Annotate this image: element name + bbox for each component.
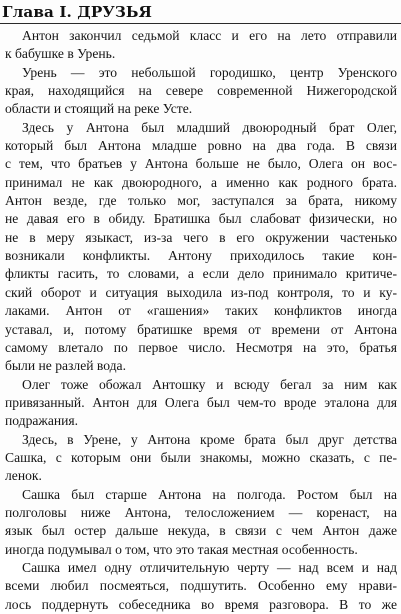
text-line: фликты гасить, то словами, а если дело принимало критиче- xyxy=(5,266,397,282)
text-line: с тем, что братьев у Антона больше не было, Олега он вос- xyxy=(5,156,397,172)
text-line: иногда подумывал о том, что это такая местная особенность. xyxy=(5,541,358,557)
text-line: Здесь у Антона был младший двоюродный брат Олег, xyxy=(22,119,397,135)
text-line: не давая его в обиду. Братишка был слабоват физически, но xyxy=(5,211,397,227)
text-line: Антон закончил седьмой класс и его на лето отправили xyxy=(22,28,397,43)
text-line: края, находящийся на севере современной Нижегородской xyxy=(5,83,397,99)
text-line: ский оборот и ситуация выходила из-под контроля, то и ку- xyxy=(5,284,397,300)
text-line: Антон везде, где только мог, заступался за брата, никому xyxy=(5,193,397,209)
text-line: Здесь, в Урене, у Антона кроме брата был друг детства xyxy=(22,431,397,447)
text-line: Сашка, с которым они были знакомы, можно сказать, с пе- xyxy=(5,449,397,465)
text-line: уставал, и, потому братишке время от времени от Антона xyxy=(5,321,397,337)
text-line: всеми любил посмеяться, подшутить. Особенно ему нрави- xyxy=(5,578,397,594)
text-line: были не разлей вода. xyxy=(5,358,126,374)
text-line: язык был остер дальше некуда, в связи с чем Антон даже xyxy=(5,523,397,539)
text-line: Урень — это небольшой городишко, центр Уренского xyxy=(22,64,397,80)
text-line: который был Антона младше ровно на два года. В связи xyxy=(5,138,397,154)
text-line: ленок. xyxy=(5,468,42,484)
body-text xyxy=(5,27,397,614)
text-line: области и стоящий на реке Усте. xyxy=(5,101,193,117)
title-divider xyxy=(0,23,401,24)
text-line: к бабушке в Урень. xyxy=(5,46,116,62)
text-line: полголовы ниже Антона, телосложением — коренаст, на xyxy=(5,504,397,520)
text-line: лаками. Антон от «гашения» таких конфликтов иногда xyxy=(5,303,397,319)
text-line: привязанный. Антон для Олега был чем-то вроде эталона для xyxy=(5,394,397,410)
text-line: не в меру языкаст, из-за чего в его окружении частенько xyxy=(5,229,397,245)
text-line: самому влетало по первое число. Несмотря на это, братья xyxy=(5,339,397,355)
text-line: Сашка был старше Антона на полгода. Ростом был на xyxy=(22,486,397,502)
text-line: Олег тоже обожал Антошку и всюду бегал за ним как xyxy=(22,376,397,392)
text-line: принимал не как двоюродного, а именно как родного брата. xyxy=(5,174,397,190)
text-line: Сашка имел одну отличительную черту — над всем и над xyxy=(22,559,397,575)
text-line: подражания. xyxy=(5,413,79,429)
chapter-title: Глава I. ДРУЗЬЯ xyxy=(2,3,153,21)
text-line: лось поддернуть собеседника во время разговора. В то же xyxy=(5,596,397,612)
text-line: возникали конфликты. Антону приходилось такие кон- xyxy=(5,248,397,264)
